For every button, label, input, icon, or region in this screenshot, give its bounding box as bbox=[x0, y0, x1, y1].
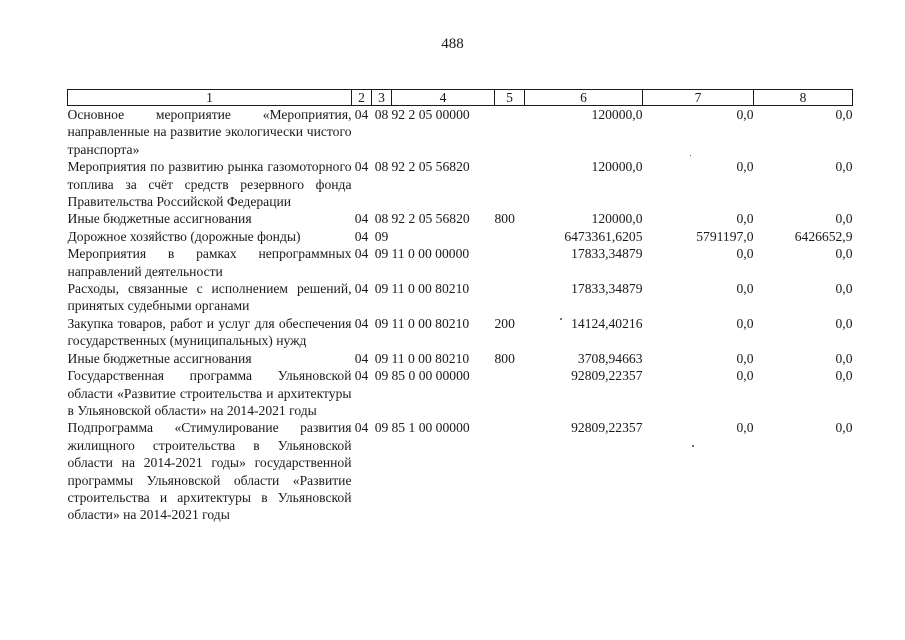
row-subsection: 09 bbox=[374, 368, 389, 384]
row-amount-1: 3708,94663 bbox=[577, 350, 643, 366]
row-amount-3: 0,0 bbox=[835, 368, 853, 384]
row-name: Иные бюджетные ассигнования bbox=[67, 350, 252, 366]
row-expense-type bbox=[495, 245, 525, 280]
table-row bbox=[68, 158, 853, 210]
row-expense-type: 200 bbox=[494, 315, 515, 331]
row-subsection: 08 bbox=[374, 159, 389, 175]
row-name: Мероприятия в рамках непрограммных направлений деятельности bbox=[67, 246, 352, 279]
row-target-article: 11 0 00 80210 bbox=[391, 281, 470, 297]
row-target-article: 11 0 00 80210 bbox=[391, 350, 470, 366]
row-amount-2: 0,0 bbox=[736, 368, 754, 384]
row-section: 04 bbox=[354, 315, 369, 331]
table-row bbox=[68, 228, 853, 245]
row-amount-1: 6473361,6205 bbox=[564, 228, 643, 244]
row-amount-2: 0,0 bbox=[736, 159, 754, 175]
row-section: 04 bbox=[354, 228, 369, 244]
row-amount-3: 6426652,9 bbox=[794, 228, 853, 244]
row-target-article: 92 2 05 00000 bbox=[391, 107, 470, 122]
row-amount-2: 5791197,0 bbox=[696, 228, 754, 244]
row-target-article: 85 1 00 00000 bbox=[391, 420, 470, 436]
row-name: Мероприятия по развитию рынка газомоторного топлива за счёт средств резервного фонда Правительства Российской Федерации bbox=[67, 159, 352, 210]
row-expense-type: 800 bbox=[494, 211, 515, 227]
row-subsection: 08 bbox=[374, 211, 389, 227]
header-col-6: 6 bbox=[525, 90, 643, 106]
row-target-article: 92 2 05 56820 bbox=[391, 211, 470, 227]
row-subsection: 08 bbox=[374, 107, 389, 122]
row-expense-type bbox=[495, 280, 525, 315]
budget-table bbox=[67, 89, 853, 524]
header-col-5: 5 bbox=[495, 90, 525, 106]
table-row bbox=[68, 315, 853, 350]
row-name: Иные бюджетные ассигнования bbox=[67, 211, 252, 227]
row-expense-type bbox=[495, 106, 525, 159]
row-name: Расходы, связанные с исполнением решений, принятых судебными органами bbox=[67, 281, 352, 314]
scan-speck bbox=[560, 318, 562, 320]
row-name: Подпрограмма «Стимулирование развития жилищного строительства в Ульяновской области на 2014-2021 годы» государственной программы Ульяновской области «Развитие строительства и архитектуры в Ульяновской области» на 2014-2021 годы bbox=[67, 420, 352, 523]
scan-speck bbox=[690, 155, 691, 156]
row-name: Дорожное хозяйство (дорожные фонды) bbox=[67, 228, 301, 244]
row-section: 04 bbox=[354, 107, 369, 122]
row-amount-1: 120000,0 bbox=[591, 211, 643, 227]
header-col-3: 3 bbox=[372, 90, 392, 106]
row-amount-3: 0,0 bbox=[835, 420, 853, 436]
header-col-8: 8 bbox=[754, 90, 853, 106]
table-header-row bbox=[68, 90, 853, 106]
row-amount-3: 0,0 bbox=[835, 107, 853, 122]
row-subsection: 09 bbox=[374, 350, 389, 366]
row-amount-3: 0,0 bbox=[835, 246, 853, 262]
row-amount-2: 0,0 bbox=[736, 107, 754, 122]
row-target-article bbox=[392, 228, 495, 245]
row-name: Основное мероприятие «Мероприятия, направленные на развитие экологически чистого транспорта» bbox=[67, 107, 352, 157]
row-amount-2: 0,0 bbox=[736, 315, 754, 331]
row-amount-3: 0,0 bbox=[835, 281, 853, 297]
row-section: 04 bbox=[354, 246, 369, 262]
header-col-2: 2 bbox=[352, 90, 372, 106]
row-amount-1: 92809,22357 bbox=[571, 420, 643, 436]
table-row bbox=[68, 106, 853, 159]
row-amount-2: 0,0 bbox=[736, 350, 754, 366]
row-target-article: 11 0 00 80210 bbox=[391, 315, 470, 331]
row-name: Закупка товаров, работ и услуг для обеспечения государственных (муниципальных) нужд bbox=[67, 315, 352, 349]
row-name: Государственная программа Ульяновской области «Развитие строительства и архитектуры в Ульяновской области» на 2014-2021 годы bbox=[67, 368, 352, 418]
row-subsection: 09 bbox=[374, 228, 389, 244]
row-section: 04 bbox=[354, 211, 369, 227]
row-section: 04 bbox=[354, 159, 369, 175]
row-amount-1: 17833,34879 bbox=[571, 246, 643, 262]
header-col-1: 1 bbox=[68, 90, 352, 106]
row-target-article: 85 0 00 00000 bbox=[391, 368, 470, 384]
table-row bbox=[68, 280, 853, 315]
header-col-7: 7 bbox=[643, 90, 754, 106]
table-row bbox=[68, 419, 853, 523]
row-subsection: 09 bbox=[374, 281, 389, 297]
page-number: 488 bbox=[441, 36, 464, 52]
row-expense-type bbox=[495, 158, 525, 210]
row-expense-type bbox=[495, 228, 525, 245]
scan-speck bbox=[692, 445, 694, 447]
row-amount-1: 120000,0 bbox=[591, 159, 643, 175]
row-section: 04 bbox=[354, 420, 369, 436]
row-expense-type: 800 bbox=[494, 350, 515, 366]
row-section: 04 bbox=[354, 368, 369, 384]
row-amount-2: 0,0 bbox=[736, 420, 754, 436]
row-amount-2: 0,0 bbox=[736, 246, 754, 262]
row-amount-1: 120000,0 bbox=[591, 107, 643, 122]
row-amount-3: 0,0 bbox=[835, 315, 853, 331]
row-expense-type bbox=[495, 419, 525, 523]
table-row bbox=[68, 367, 853, 419]
row-subsection: 09 bbox=[374, 315, 389, 331]
row-expense-type bbox=[495, 367, 525, 419]
row-amount-3: 0,0 bbox=[835, 159, 853, 175]
row-section: 04 bbox=[354, 281, 369, 297]
table-row bbox=[68, 245, 853, 280]
row-section: 04 bbox=[354, 350, 369, 366]
table-row bbox=[68, 210, 853, 227]
row-target-article: 11 0 00 00000 bbox=[391, 246, 470, 262]
row-amount-3: 0,0 bbox=[835, 211, 853, 227]
table-row bbox=[68, 350, 853, 367]
row-amount-2: 0,0 bbox=[736, 211, 754, 227]
row-amount-1: 14124,40216 bbox=[571, 315, 643, 331]
header-col-4: 4 bbox=[392, 90, 495, 106]
row-amount-3: 0,0 bbox=[835, 350, 853, 366]
row-target-article: 92 2 05 56820 bbox=[391, 159, 470, 175]
row-amount-1: 92809,22357 bbox=[571, 368, 643, 384]
row-amount-1: 17833,34879 bbox=[571, 281, 643, 297]
row-subsection: 09 bbox=[374, 420, 389, 436]
row-subsection: 09 bbox=[374, 246, 389, 262]
row-amount-2: 0,0 bbox=[736, 281, 754, 297]
